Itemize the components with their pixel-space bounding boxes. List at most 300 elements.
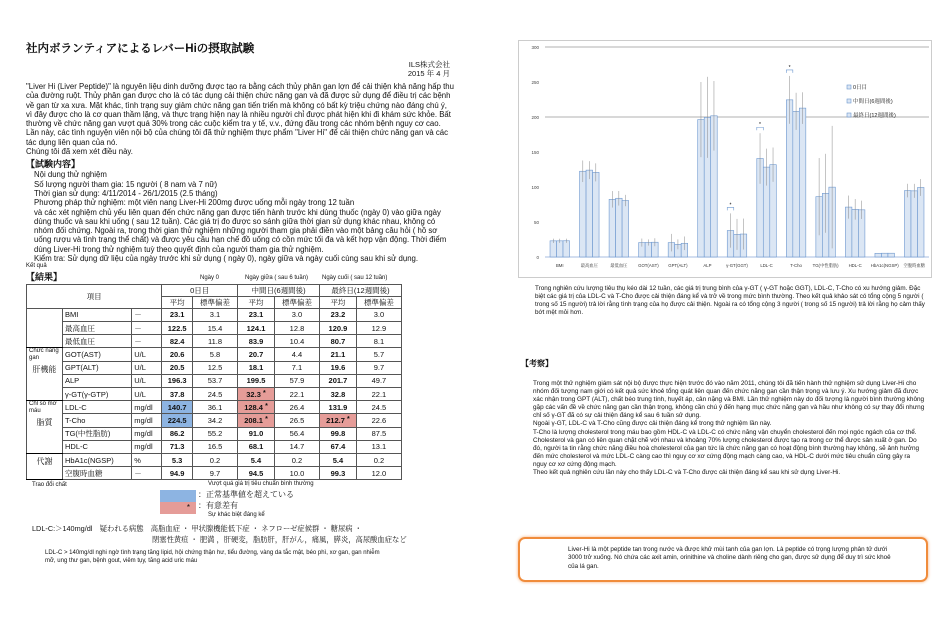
mean-cell: [238, 387, 275, 400]
bar: [557, 241, 564, 257]
cell-value: 23.2: [330, 310, 346, 320]
period-header: 中間日(6週間後): [238, 284, 320, 296]
sd-cell: [192, 414, 237, 427]
item-unit: －: [132, 335, 162, 348]
y-tick-label: 0: [536, 255, 539, 260]
item-name: 空腹時血糖: [63, 467, 132, 480]
sd-header: 標準偏差: [356, 296, 401, 308]
discussion-para: Theo kết quả nghiên cứu lần này cho thấy LDL-C và T-Cho được cải thiện đáng kể sau khi sử dụng Liver-Hi.: [533, 469, 841, 477]
sd-cell: [356, 427, 401, 440]
sd-cell: [192, 427, 237, 440]
info-box-text: Liver-Hi là một peptide tan trong nước và được khử mùi tanh của gan lợn. Là peptide có trọng lượng phân tử dưới 3000 trở xuống. Nó chứa các axit amin, orinithine và choline dành riêng cho gan, được sử dụng để duy trì sức khoẻ của lá gan.: [568, 546, 891, 570]
cell-value: 11.8: [207, 336, 223, 346]
x-tick-label: γ-GT(GGT): [726, 263, 748, 268]
mean-cell: [320, 308, 357, 321]
legend-sig-vn: Sự khác biệt đáng kể: [208, 512, 265, 519]
x-tick-label: 空腹時血糖: [903, 263, 925, 268]
cell-value: 32.3: [246, 389, 261, 399]
sd-cell: [192, 401, 237, 414]
sd-cell: [356, 335, 401, 348]
cell-value: 55.2: [207, 429, 223, 439]
cell-value: 15.4: [207, 323, 223, 333]
mean-cell: [162, 308, 193, 321]
bar: [622, 201, 629, 257]
x-tick-label: GPT(ALT): [668, 263, 688, 268]
cell-value: 10.4: [289, 336, 305, 346]
y-tick-label: 50: [533, 220, 539, 225]
mean-cell: [238, 414, 275, 427]
legend-swatches: [160, 490, 196, 514]
cell-value: 196.3: [167, 376, 187, 386]
discussion-text: [533, 380, 925, 477]
cell-value: 80.7: [330, 336, 346, 346]
cell-value: 49.7: [371, 376, 387, 386]
legend-exceed-jp: ：正常基準値を超えている: [198, 490, 294, 500]
sd-cell: [274, 440, 319, 453]
period-header: 最終日(12週間後): [320, 284, 402, 296]
cell-value: 57.9: [289, 376, 305, 386]
item-unit: mg/dl: [132, 401, 162, 414]
sd-cell: [274, 401, 319, 414]
cell-value: 23.1: [248, 310, 264, 320]
cell-value: 34.2: [207, 415, 223, 425]
results-header: [26, 272, 454, 284]
y-tick-label: 250: [531, 80, 539, 85]
intro-para: Lần này, các tình nguyện viên nội bộ của chúng tôi đã thử nghiệm thực phẩm "Liver Hi" để cải thiện chức năng gan và các tác dụng liên quan của nó.: [26, 128, 448, 147]
cell-value: 8.1: [373, 336, 385, 346]
mean-cell: [320, 348, 357, 361]
sd-cell: [274, 453, 319, 466]
significance-star: *: [759, 122, 762, 129]
table-row: [27, 440, 402, 453]
mean-cell: [238, 401, 275, 414]
mean-cell: [162, 374, 193, 387]
mean-cell: [162, 322, 193, 335]
mean-header: 平均: [320, 296, 357, 308]
significance-mark: *: [262, 389, 266, 397]
sd-header: 標準偏差: [274, 296, 319, 308]
company-date: [340, 60, 450, 78]
mean-cell: [320, 401, 357, 414]
ldl-note-jp-2: 閉塞性黄疸 ・ 肥満 ，肝硬変，脂肪肝，肝がん，痛風，膵炎，高尿酸血症など: [152, 535, 407, 545]
mean-cell: [238, 440, 275, 453]
y-tick-label: 100: [531, 185, 539, 190]
bar: [593, 172, 600, 257]
x-tick-label: HbA1c(NGSP): [870, 263, 899, 268]
significance-mark: *: [347, 415, 350, 423]
item-unit: %: [132, 453, 162, 466]
legend-entry: 0日目: [853, 85, 868, 91]
sd-cell: [356, 322, 401, 335]
cell-value: 22.6: [371, 415, 387, 425]
cell-value: 3.0: [291, 310, 303, 320]
mean-cell: [320, 453, 357, 466]
cell-value: 83.9: [248, 336, 264, 346]
cell-value: 23.1: [169, 310, 185, 320]
cell-value: 5.7: [373, 350, 385, 359]
cell-value: 37.8: [169, 389, 185, 399]
bar: [917, 187, 924, 257]
mean-cell: [162, 414, 193, 427]
cell-value: 0.2: [209, 455, 221, 465]
left-column: [26, 82, 454, 572]
mean-cell: [162, 440, 193, 453]
bar: [888, 253, 895, 257]
sd-cell: [274, 361, 319, 374]
mean-cell: [238, 322, 275, 335]
cell-value: 99.3: [330, 468, 346, 478]
sd-cell: [192, 440, 237, 453]
cell-value: 208.1: [244, 415, 263, 425]
cell-value: 18.1: [248, 363, 264, 373]
sd-cell: [274, 335, 319, 348]
mean-cell: [320, 374, 357, 387]
chart-caption: Trong nghiên cứu lượng tiêu thụ kéo dài 12 tuần, các giá trị trung bình của γ-GT ( γ-GT hoặc GGT), LDL-C, T-Cho có xu hướng giảm. Đặc biệt các giá trị của LDL-C và T-Cho được cải thiện đáng kể và trở về trong mức bình thường. Theo kết quả khảo sát có tổng cộng 5 người ( trong số 15 người) trả lời rằng tình trạng của họ được cải thiện. Ngoài ra có tổng cộng 3 người ( trong số 15 người) trả lời rằng họ cảm thấy bớt mệt mỏi hơn.: [535, 285, 925, 316]
legend-entry: 最終日(12週間後): [853, 113, 896, 119]
mean-cell: [238, 453, 275, 466]
item-name: BMI: [63, 308, 132, 321]
group-label-vn: Chỉ số mỡ máu: [29, 401, 57, 415]
col-note: Ngày 0: [200, 274, 220, 281]
table-row: [27, 387, 402, 400]
cell-value: 3.0: [373, 310, 385, 320]
cell-value: 24.5: [371, 402, 387, 412]
group-cell: [27, 453, 63, 479]
mean-cell: [320, 414, 357, 427]
item-unit: U/L: [132, 361, 162, 374]
table-row: [27, 322, 402, 335]
sd-cell: [356, 308, 401, 321]
item-name: 最低血圧: [63, 335, 132, 348]
bar: [875, 253, 882, 257]
sd-cell: [192, 467, 237, 480]
sd-cell: [356, 467, 401, 480]
group-cell: [27, 401, 63, 454]
item-name: TG(中性脂肪): [63, 427, 132, 440]
results-bar-chart: [518, 40, 932, 278]
legend-blue-swatch: [160, 490, 196, 502]
mean-cell: [162, 335, 193, 348]
ldl-notes: [26, 524, 454, 572]
sd-cell: [274, 387, 319, 400]
table-row: [27, 427, 402, 440]
mean-cell: [162, 348, 193, 361]
cell-value: 71.3: [169, 442, 185, 452]
cell-value: 20.5: [169, 363, 185, 373]
mean-cell: [238, 374, 275, 387]
item-name: HbA1c(NGSP): [63, 453, 132, 466]
cell-value: 122.5: [167, 323, 187, 333]
legend-sig-jp: ：有意差有: [198, 501, 238, 511]
table-row: [27, 467, 402, 480]
legend-entry: 中間日(6週間後): [853, 99, 893, 105]
group-label-jp: 脂質: [36, 418, 53, 428]
cell-value: 5.3: [171, 455, 183, 465]
cell-value: 0.2: [373, 455, 385, 465]
cell-value: 5.4: [250, 455, 262, 465]
sd-cell: [274, 414, 319, 427]
x-tick-label: LDL-C: [760, 263, 773, 268]
chart-svg: [519, 41, 931, 277]
item-unit: U/L: [132, 374, 162, 387]
item-name: ALP: [63, 374, 132, 387]
item-name: γ-GT(γ-GTP): [63, 387, 132, 400]
mean-cell: [162, 387, 193, 400]
company-name: ILS株式会社: [408, 60, 450, 69]
table-row: [27, 361, 402, 374]
sd-cell: [192, 348, 237, 361]
bar: [799, 108, 806, 257]
cell-value: 26.5: [289, 415, 305, 425]
cell-value: 12.5: [207, 363, 223, 373]
result-label-vn: Kết quả: [26, 263, 47, 270]
mean-header: 平均: [238, 296, 275, 308]
mean-cell: [320, 427, 357, 440]
y-tick-label: 300: [531, 45, 539, 50]
bar: [793, 111, 800, 257]
test-check: Kiểm tra: Sử dụng dữ liệu của ngày trước khi sử dụng ( ngày 0), ngày giữa và ngày cuối cùng sau khi sử dụng.: [34, 254, 419, 264]
mean-cell: [238, 348, 275, 361]
test-line: Nội dung thử nghiệm: [34, 170, 107, 180]
mean-cell: [320, 387, 357, 400]
test-method: và các xét nghiệm chủ yếu liên quan đến chức năng gan được tiến hành trước khi dùng thuốc (ngày 0) vào giữa ngày dùng thuốc và sau khi uống ( sau 12 tuần). Các giá trị đo được so sánh giữa thời gian sử dụng khác nhau, không có nhóm đối chứng. Ngoài ra, trong thời gian thử nghiệm những người tham gia phải điền vào một bảng câu hỏi ( hồ sơ uống rượu và tình trạng thể chất) và được yêu cầu hạn chế đồ uống có cồn mức tối đa và kết hợp vận động. Thời điểm dùng Liver-Hi trong thử nghiệm tuỳ theo quyết định của người tham gia thử nghiệm.: [34, 207, 447, 254]
sd-cell: [192, 453, 237, 466]
table-row: [27, 453, 402, 466]
test-line: Số lượng người tham gia: 15 người ( 8 nam và 7 nữ): [34, 179, 218, 189]
sd-cell: [192, 374, 237, 387]
table-row: [27, 335, 402, 348]
mean-cell: [238, 335, 275, 348]
bar: [580, 171, 587, 257]
discussion-heading: 【考察】: [521, 359, 553, 368]
cell-value: 5.8: [209, 350, 221, 359]
cell-value: 13.1: [371, 442, 387, 452]
intro-para: Chúng tôi đã xem xét điều này.: [26, 147, 133, 157]
sd-cell: [192, 322, 237, 335]
mean-cell: [238, 308, 275, 321]
cell-value: 22.1: [289, 389, 305, 399]
bar: [616, 198, 623, 257]
item-name: GOT(AST): [63, 348, 132, 361]
mean-cell: [320, 467, 357, 480]
sd-cell: [356, 414, 401, 427]
cell-value: 20.7: [248, 350, 264, 359]
y-tick-label: 200: [531, 115, 539, 120]
sd-cell: [274, 467, 319, 480]
x-tick-label: TG(中性脂肪): [812, 263, 839, 268]
cell-value: 94.5: [248, 468, 264, 478]
mean-cell: [320, 361, 357, 374]
document-date: 2015 年 4 月: [407, 69, 450, 78]
cell-value: 94.9: [169, 468, 185, 478]
cell-value: 9.7: [209, 468, 221, 478]
item-name: 最高血圧: [63, 322, 132, 335]
cell-value: 140.7: [167, 402, 187, 412]
bar: [881, 253, 888, 257]
cell-value: 56.4: [289, 429, 305, 439]
item-unit: U/L: [132, 387, 162, 400]
mean-cell: [162, 427, 193, 440]
item-name: HDL-C: [63, 440, 132, 453]
item-unit: mg/dl: [132, 414, 162, 427]
x-tick-label: HDL-C: [848, 263, 862, 268]
cell-value: 12.8: [289, 323, 305, 333]
x-tick-label: GOT(AST): [638, 263, 659, 268]
cell-value: 26.4: [289, 402, 305, 412]
sd-cell: [356, 453, 401, 466]
cell-value: 4.4: [291, 350, 303, 359]
sd-cell: [356, 361, 401, 374]
cell-value: 67.4: [330, 442, 346, 452]
test-section: [26, 159, 454, 270]
col-note: Ngày giữa ( sau 6 tuần): [245, 274, 309, 281]
item-header: 項目: [27, 284, 162, 308]
cell-value: 14.7: [289, 442, 305, 452]
discussion-para: T-Cho là lượng cholesterol trong máu bao gồm HDL-C và LDL-C có chức năng vận chuyển cholesterol đến mọi ngóc ngách của cơ thể. Cholesterol và gan có liên quan chặt chẽ với nhau và khoảng 70% lượng cholesterol được tạo ra trong cơ thể được sản xuất ở gan. Do đó, người ta tin rằng chức năng điều hoà cholesterol của gan tức là chức năng gan có hoạt động bình thường hay không, sẽ ảnh hưởng đến mức cholesterol và mức LDL-C càng cao thì nguy cơ xơ cứng động mạch càng cao, và HDL-C dưới mức tiêu chuẩn cũng gây ra nguy cơ xơ cứng động mạch.: [533, 428, 920, 468]
test-line: Thời gian sử dụng: 4/11/2014 - 26/1/2015 (2.5 tháng): [34, 188, 218, 198]
cell-value: 22.1: [371, 389, 387, 399]
cell-value: 12.9: [371, 323, 387, 333]
period-header: 0日目: [162, 284, 238, 296]
intro-para: "Liver Hi (Liver Peptide)" là nguyên liệu dinh dưỡng được tạo ra bằng cách thủy phân gan lợn để cải thiện khả năng hấp thu của đường ruột. Thủy phân gan được cho là có tác dụng cải thiện chức năng gan và đã được sử dụng để điều trị các bệnh về gan từ xa xưa. Mặt khác, tình trạng suy giảm chức năng gan tiến triển mà không có bất kỳ triệu chứng nào đáng chú ý, vì đây được cho là cơ quan thầm lặng, và thực trạng hiện nay là nhiều người chỉ được phát hiện khi đi khám sức khỏe. Bất thường về chức năng gan vượt quá 30% trong các cuộc kiểm tra y tế, v.v., đứng đầu trong các nhóm bệnh nguy cơ cao.: [26, 82, 454, 129]
item-unit: －: [132, 308, 162, 321]
ldl-note-jp: LDL-C:＞140mg/dl 疑われる病態 高脂血症 ・ 甲状腺機能低下症 ・ ネフローゼ症候群 ・ 糖尿病 ・: [32, 524, 362, 534]
sd-cell: [274, 427, 319, 440]
item-name: T-Cho: [63, 414, 132, 427]
cell-value: 24.5: [207, 389, 223, 399]
item-unit: －: [132, 467, 162, 480]
cell-value: 36.1: [207, 402, 223, 412]
sd-cell: [356, 387, 401, 400]
sd-cell: [192, 335, 237, 348]
cell-value: 19.6: [330, 363, 346, 373]
document-title: 社内ボランティアによるレバーHiの摂取試験: [26, 43, 255, 55]
test-heading: 【試験内容】: [26, 159, 81, 170]
x-tick-label: BMI: [555, 263, 564, 268]
sd-cell: [192, 387, 237, 400]
mean-cell: [320, 322, 357, 335]
bar: [904, 191, 911, 257]
significance-mark: *: [265, 402, 268, 410]
sd-cell: [274, 348, 319, 361]
bar: [609, 199, 616, 257]
results-heading: 【結果】: [26, 271, 63, 282]
legend-pink-swatch: *: [160, 502, 196, 514]
mean-cell: [238, 467, 275, 480]
significance-star: *: [729, 202, 732, 209]
cell-value: 91.0: [248, 429, 264, 439]
significance-mark: *: [265, 415, 268, 423]
table-row: [27, 414, 402, 427]
cell-value: 99.8: [330, 429, 346, 439]
cell-value: 3.1: [209, 310, 221, 320]
cell-value: 124.1: [246, 323, 266, 333]
discussion-para: Ngoài γ-GT, LDL-C và T-Cho cũng được cải thiện đáng kể trong thử nghiệm lần này.: [533, 420, 772, 428]
cell-value: 68.1: [248, 442, 264, 452]
cell-value: 131.9: [328, 402, 348, 412]
sd-cell: [192, 361, 237, 374]
item-unit: mg/dl: [132, 440, 162, 453]
item-unit: U/L: [132, 348, 162, 361]
cell-value: 212.7: [326, 415, 345, 425]
sd-header: 標準偏差: [192, 296, 237, 308]
table-row: [27, 374, 402, 387]
mean-cell: [238, 361, 275, 374]
sd-cell: [274, 308, 319, 321]
y-tick-label: 150: [531, 150, 539, 155]
test-line: Phương pháp thử nghiệm: một viên nang Liver-Hi 200mg được uống mỗi ngày trong 12 tuần: [34, 198, 355, 208]
mean-cell: [162, 467, 193, 480]
legend-swatch: [847, 85, 851, 89]
x-tick-label: ALP: [703, 263, 712, 268]
info-box: [518, 537, 928, 582]
mean-cell: [238, 427, 275, 440]
metabolism-vn-label: Trao đổi chất: [32, 482, 67, 489]
cell-value: 82.4: [169, 336, 185, 346]
mean-cell: [162, 361, 193, 374]
cell-value: 120.9: [328, 323, 348, 333]
legend-area: [26, 480, 454, 524]
discussion-para: Trong một thử nghiệm giám sát nội bộ được thực hiện trước đó vào năm 2011, chúng tôi đã tiến hành thử nghiệm sử dụng Liver-Hi cho nhóm đối tượng nam giới có kết quả sức khoẻ tổng quát liên quan đến chức năng gan cần thận trọng và lưu ý. Xu hướng giảm đã được xác nhận trong GPT (ALT), chất béo trung tính, huyết áp, cân nặng và BMI. Lần thử nghiệm này do đối tượng là người bình thường không gặp các vấn đề về chức năng gan cần thận trọng, không cần chú ý đến hạng mục chức năng gan và hầu như không có sự thay đổi nhưng chỉ số γ-GT đã có sự cải thiện đáng kể sau 6 tuần sử dụng.: [533, 380, 925, 420]
results-table: [26, 284, 402, 480]
cell-value: 199.5: [246, 376, 266, 386]
item-name: LDL-C: [63, 401, 132, 414]
cell-value: 86.2: [169, 429, 185, 439]
legend-swatch: [847, 113, 851, 117]
table-row: [27, 401, 402, 414]
legend-exceed-vn: Vượt quá giá trị tiêu chuẩn bình thường: [208, 481, 314, 488]
cell-value: 32.8: [330, 389, 346, 399]
sd-cell: [356, 348, 401, 361]
cell-value: 87.5: [371, 429, 387, 439]
cell-value: 224.5: [167, 415, 187, 425]
x-tick-label: T-Cho: [790, 263, 802, 268]
significance-star: *: [788, 64, 791, 71]
ldl-note-vn: LDL-C > 140mg/dl nghi ngờ tình trạng tăng lipid, hội chứng thận hư, tiểu đường, vàng da tắc mật, béo phì, xơ gan, gan nhiễm mỡ, ung thư gan, bệnh gout, viêm tụy, tăng acid uric máu: [45, 550, 380, 564]
mean-cell: [320, 335, 357, 348]
item-unit: －: [132, 322, 162, 335]
group-cell: [27, 308, 63, 348]
item-unit: mg/dl: [132, 427, 162, 440]
x-tick-label: 最高血圧: [580, 263, 598, 268]
cell-value: 0.2: [291, 455, 303, 465]
cell-value: 201.7: [328, 376, 348, 386]
cell-value: 53.7: [207, 376, 223, 386]
group-cell: [27, 348, 63, 401]
table-row: [27, 308, 402, 321]
col-note: Ngày cuối ( sau 12 tuần): [322, 274, 388, 281]
item-name: GPT(ALT): [63, 361, 132, 374]
sd-cell: [274, 322, 319, 335]
cell-value: 21.1: [330, 350, 346, 359]
sd-cell: [356, 440, 401, 453]
cell-value: 9.7: [373, 363, 385, 373]
cell-value: 16.5: [207, 442, 223, 452]
bar: [911, 191, 918, 257]
sd-cell: [356, 374, 401, 387]
bar: [563, 241, 570, 257]
cell-value: 7.1: [291, 363, 303, 373]
bar: [550, 241, 557, 257]
bar: [586, 170, 593, 257]
cell-value: 12.0: [371, 468, 387, 478]
mean-header: 平均: [162, 296, 193, 308]
cell-value: 128.4: [244, 402, 263, 412]
group-label-vn: Chức năng gan: [29, 348, 59, 362]
sd-cell: [274, 374, 319, 387]
intro-text: [26, 82, 454, 156]
table-row: [27, 348, 402, 361]
